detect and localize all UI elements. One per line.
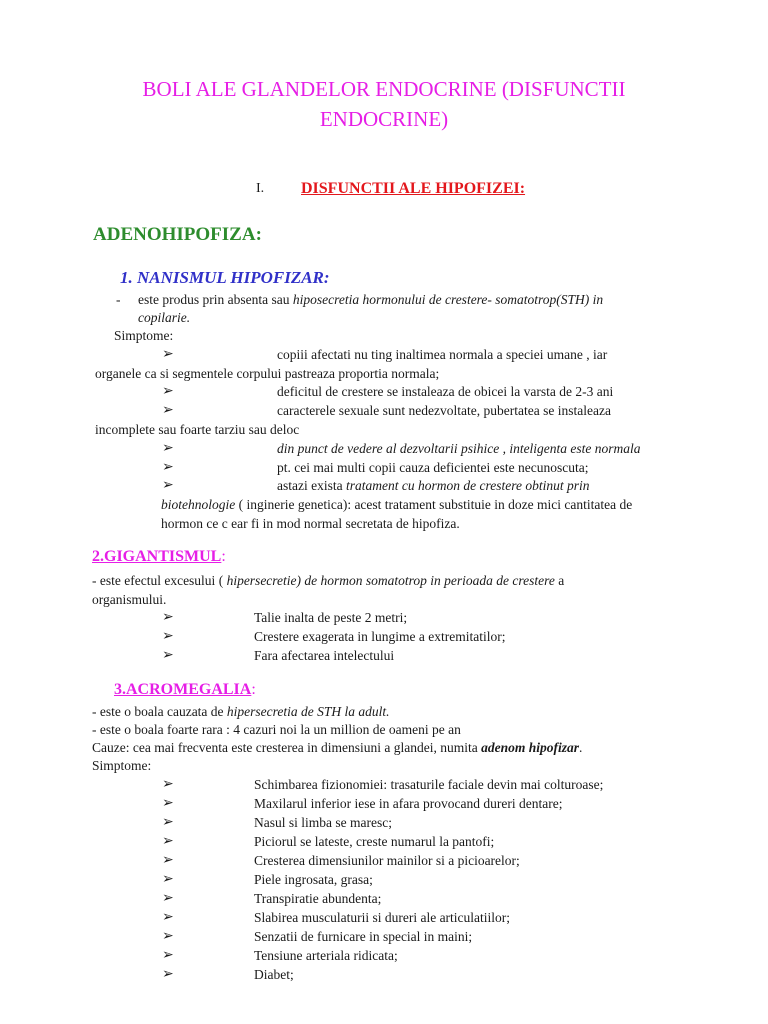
bullet-arrow-icon: ➢ [162, 648, 174, 663]
acro-symptom-item: Senzatii de furnicare in special in maini; [254, 929, 473, 944]
acro-description-2: - este o boala foarte rara : 4 cazuri noi la un million de oameni pe an [92, 722, 461, 737]
acro-symptom-item: Piele ingrosata, grasa; [254, 872, 373, 887]
acro-symptom-item: Cresterea dimensiunilor mainilor si a picioarelor; [254, 853, 520, 868]
bullet-arrow-icon: ➢ [162, 815, 174, 830]
bullet-arrow-icon: ➢ [162, 967, 174, 982]
acro-symptom-item: Diabet; [254, 967, 294, 982]
nanism-symptom-1: copiii afectati nu ting inaltimea normala a speciei umane , iar [277, 347, 608, 362]
document-title-line-2: ENDOCRINE) [319, 107, 449, 131]
gigant-description-cont: organismului. [92, 592, 167, 607]
bullet-arrow-icon: ➢ [162, 853, 174, 868]
acro-symptom-item: Schimbarea fizionomiei: trasaturile faciale devin mai colturoase; [254, 777, 604, 792]
nanism-symptom-6-cont-2: hormon ce c ear fi in mod normal secretata de hipofiza. [161, 516, 460, 531]
nanism-symptom-2: deficitul de crestere se instaleaza de obicei la varsta de 2-3 ani [277, 384, 614, 399]
gigant-heading: 2.GIGANTISMUL: [92, 548, 226, 565]
subsection-title: ADENOHIPOFIZA: [93, 224, 262, 245]
acro-description-1: - este o boala cauzata de hipersecretia de STH la adult. [92, 704, 390, 719]
nanism-symptom-6: astazi exista tratament cu hormon de crestere obtinut prin [277, 478, 590, 493]
acro-symptom-item: Nasul si limba se maresc; [254, 815, 392, 830]
bullet-arrow-icon: ➢ [162, 872, 174, 887]
bullet-arrow-icon: ➢ [162, 796, 174, 811]
bullet-arrow-icon: ➢ [162, 441, 174, 456]
nanism-simptome-label: Simptome: [114, 328, 174, 343]
bullet-arrow-icon: ➢ [162, 891, 174, 906]
bullet-arrow-icon: ➢ [162, 948, 174, 963]
gigant-symptom-1: Talie inalta de peste 2 metri; [254, 610, 408, 625]
acro-simptome-label: Simptome: [92, 758, 152, 773]
bullet-arrow-icon: ➢ [162, 478, 174, 493]
acro-heading: 3.ACROMEGALIA: [114, 681, 256, 698]
nanism-symptom-3: caracterele sexuale sunt nedezvoltate, pubertatea se instaleaza [277, 403, 611, 418]
nanism-heading: 1. NANISMUL HIPOFIZAR: [120, 268, 330, 287]
bullet-arrow-icon: ➢ [162, 834, 174, 849]
bullet-arrow-icon: ➢ [162, 347, 174, 362]
nanism-symptom-4: din punct de vedere al dezvoltarii psihice , inteligenta este normala [277, 441, 641, 456]
bullet-arrow-icon: ➢ [162, 929, 174, 944]
section-title: DISFUNCTII ALE HIPOFIZEI: [301, 180, 526, 197]
acro-symptom-item: Slabirea musculaturii si dureri ale articulatiilor; [254, 910, 511, 925]
bullet-arrow-icon: ➢ [162, 384, 174, 399]
bullet-arrow-icon: ➢ [162, 460, 174, 475]
nanism-description: este produs prin absenta sau hiposecretia hormonului de crestere- somatotrop(STH) in [138, 292, 604, 307]
nanism-symptom-6-cont: biotehnologie ( inginerie genetica): acest tratament substituie in doze mici cantitatea de [161, 497, 633, 512]
section-roman-number: I. [256, 181, 265, 196]
acro-symptom-item: Transpiratie abundenta; [254, 891, 382, 906]
bullet-arrow-icon: ➢ [162, 910, 174, 925]
document-title-line-1: BOLI ALE GLANDELOR ENDOCRINE (DISFUNCTII [142, 77, 626, 101]
nanism-symptom-5: pt. cei mai multi copii cauza deficientei este necunoscuta; [277, 460, 589, 475]
nanism-symptom-3-cont: incomplete sau foarte tarziu sau deloc [95, 422, 300, 437]
acro-symptom-item: Maxilarul inferior iese in afara provocand dureri dentare; [254, 796, 563, 811]
bullet-arrow-icon: ➢ [162, 610, 174, 625]
bullet-arrow-icon: ➢ [162, 403, 174, 418]
nanism-description-cont: copilarie. [138, 310, 191, 325]
nanism-symptom-1-cont: organele ca si segmentele corpului pastreaza proportia normala; [95, 366, 440, 381]
gigant-symptom-3: Fara afectarea intelectului [254, 648, 395, 663]
dash-marker: - [116, 292, 121, 307]
acro-symptom-item: Piciorul se lateste, creste numarul la pantofi; [254, 834, 495, 849]
bullet-arrow-icon: ➢ [162, 629, 174, 644]
gigant-symptom-2: Crestere exagerata in lungime a extremitatilor; [254, 629, 506, 644]
bullet-arrow-icon: ➢ [162, 777, 174, 792]
acro-causes: Cauze: cea mai frecventa este cresterea in dimensiuni a glandei, numita adenom hipofizar. [92, 740, 583, 755]
gigant-description: - este efectul excesului ( hipersecretie) de hormon somatotrop in perioada de crestere a [92, 573, 565, 588]
acro-symptom-item: Tensiune arteriala ridicata; [254, 948, 398, 963]
